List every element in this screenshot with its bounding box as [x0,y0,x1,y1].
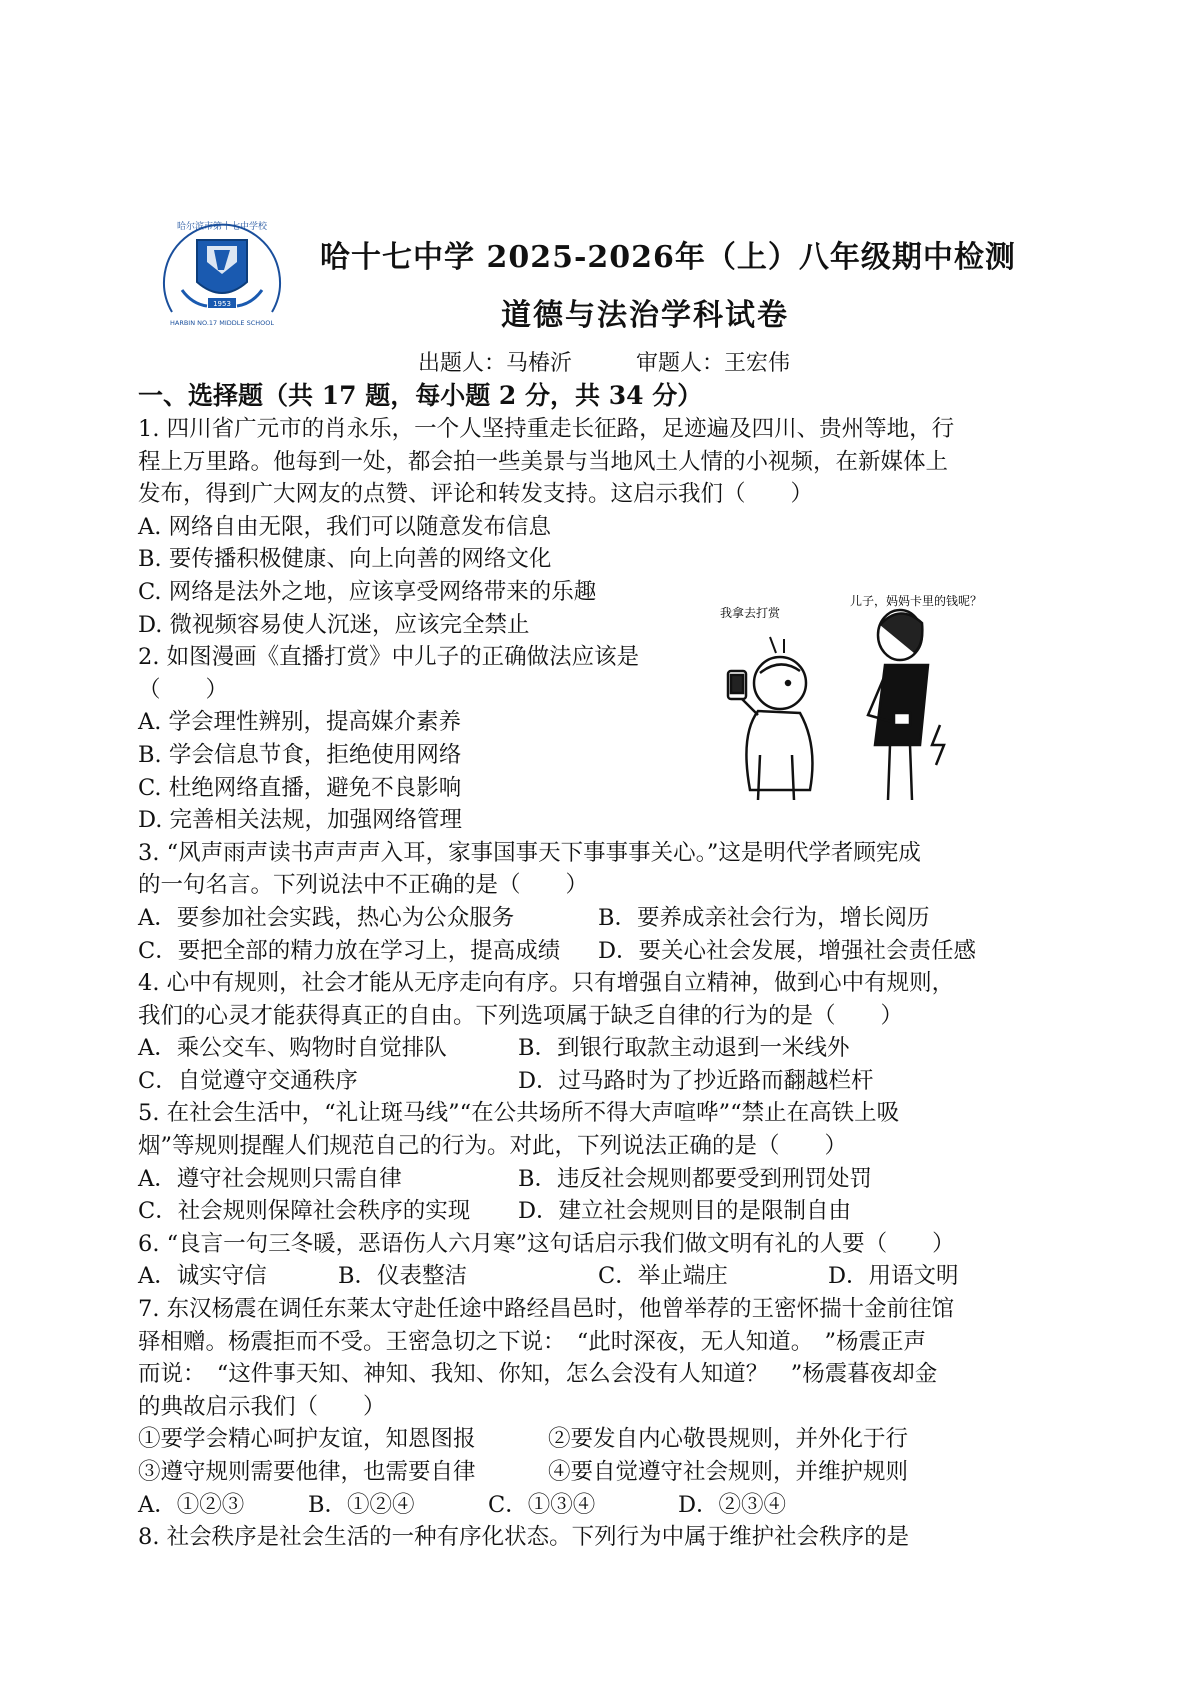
q1-option-b: B. 要传播积极健康、向上向善的网络文化 [138,546,552,573]
q6-option-b: B．仪表整洁 [338,1263,468,1290]
q7-option-c: C．①③④ [488,1491,596,1518]
q5-stem-line: 烟”等规则提醒人们规范自己的行为。对此，下列说法正确的是（ ） [138,1133,848,1160]
son-figure [728,657,812,800]
q4-option-c: C．自觉遵守交通秩序 [138,1067,358,1094]
q3-option-c: C．要把全部的精力放在学习上，提高成绩 [138,937,561,964]
q8-stem-line: 8. 社会秩序是社会生活的一种有序化状态。下列行为中属于维护社会秩序的是 [138,1524,910,1551]
q7-option-a: A．①②③ [138,1491,245,1518]
q1-option-a: A. 网络自由无限，我们可以随意发布信息 [138,513,552,540]
q4-stem-line: 4. 心中有规则，社会才能从无序走向有序。只有增强自立精神，做到心中有规则， [138,970,955,997]
section-title: 一、选择题（共 17 题，每小题 2 分，共 34 分） [138,381,703,410]
q7-stem-line: 而说： “这件事天知、神知、我知、你知，怎么会没有人知道？ ”杨震暮夜却金 [138,1361,938,1388]
q7-statement-3: ③遵守规则需要他律，也需要自律 [138,1459,476,1485]
exam-title: 哈十七中学 2025-2026年（上）八年级期中检测 [320,240,1016,275]
svg-text:HARBIN NO.17 MIDDLE SCHOOL: HARBIN NO.17 MIDDLE SCHOOL [169,319,275,327]
q4-option-a: A．乘公交车、购物时自觉排队 [138,1035,447,1062]
q2-option-a: A. 学会理性辨别，提高媒介素养 [138,709,462,736]
q4-option-d: D．过马路时为了抄近路而翻越栏杆 [518,1067,874,1094]
exam-subtitle: 道德与法治学科试卷 [501,298,789,333]
q3-stem-line: 3. “风声雨声读书声声声入耳，家事国事天下事事事关心。”这是明代学者顾宪成 [138,839,921,866]
q2-option-c: C. 杜绝网络直播，避免不良影响 [138,774,462,801]
q3-option-b: B．要养成亲社会行为，增长阅历 [598,904,930,931]
reviewer: 审题人：王宏伟 [636,351,791,376]
q7-option-d: D．②③④ [678,1491,787,1518]
q4-option-b: B．到银行取款主动退到一米线外 [518,1035,850,1062]
q2-stem-line: （ ） [138,676,229,703]
q1-option-d: D. 微视频容易使人沉迷，应该完全禁止 [138,611,530,638]
author: 出题人：马椿沂 [418,351,573,376]
q7-stem-line: 的典故启示我们（ ） [138,1393,386,1420]
son-speech: 我拿去打赏 [720,606,781,620]
mother-figure [868,610,944,800]
q5-option-c: C．社会规则保障社会秩序的实现 [138,1198,471,1225]
q2-option-b: B. 学会信息节食，拒绝使用网络 [138,741,462,768]
cartoon-livestream-tipping [700,595,1030,810]
q1-option-c: C. 网络是法外之地，应该享受网络带来的乐趣 [138,578,597,605]
q3-option-d: D．要关心社会发展，增强社会责任感 [598,937,977,964]
q5-stem-line: 5. 在社会生活中，“礼让斑马线”“在公共场所不得大声喧哗”“禁止在高铁上吸 [138,1100,900,1127]
authors-line [418,346,790,377]
q1-stem-line: 程上万里路。他每到一处，都会拍一些美景与当地风土人情的小视频，在新媒体上 [138,448,949,475]
q7-option-b: B．①②④ [308,1491,415,1518]
q3-option-a: A．要参加社会实践，热心为公众服务 [138,904,515,931]
q2-option-d: D. 完善相关法规，加强网络管理 [138,807,463,834]
q5-option-b: B．违反社会规则都要受到刑罚处罚 [518,1165,873,1192]
q7-statement-1: ①要学会精心呵护友谊，知恩图报 [138,1426,476,1453]
q1-stem-line: 1. 四川省广元市的肖永乐，一个人坚持重走长征路，足迹遍及四川、贵州等地，行 [138,416,955,442]
q5-option-a: A．遵守社会规则只需自律 [138,1165,402,1192]
q5-option-d: D．建立社会规则目的是限制自由 [518,1198,852,1225]
q1-stem-line: 发布，得到广大网友的点赞、评论和转发支持。这启示我们（ ） [138,481,814,508]
q3-stem-line: 的一句名言。下列说法中不正确的是（ ） [138,872,589,899]
q4-stem-line: 我们的心灵才能获得真正的自由。下列选项属于缺乏自律的行为的是（ ） [138,1002,904,1029]
q6-stem-line: 6. “良言一句三冬暖，恶语伤人六月寒”这句话启示我们做文明有礼的人要（ ） [138,1230,955,1257]
q7-stem-line: 驿相赠。杨震拒而不受。王密急切之下说： “此时深夜，无人知道。 ”杨震正声 [138,1328,927,1355]
q7-stem-line: 7. 东汉杨震在调任东莱太守赴任途中路经昌邑时，他曾举荐的王密怀揣十金前往馆 [138,1296,955,1323]
q2-stem-line: 2. 如图漫画《直播打赏》中儿子的正确做法应该是 [138,644,640,671]
svg-text:1953: 1953 [213,300,231,308]
mother-speech: 儿子，妈妈卡里的钱呢？ [850,595,983,608]
q6-option-c: C．举止端庄 [598,1263,728,1290]
q7-statement-2: ②要发自内心敬畏规则，并外化于行 [548,1426,909,1453]
q6-option-a: A．诚实守信 [138,1263,267,1290]
question-list [138,413,1058,1554]
svg-text:哈尔滨市第十七中学校: 哈尔滨市第十七中学校 [176,222,268,232]
q7-statement-4: ④要自觉遵守社会规则，并维护规则 [548,1459,909,1485]
q6-option-d: D．用语文明 [828,1263,959,1290]
